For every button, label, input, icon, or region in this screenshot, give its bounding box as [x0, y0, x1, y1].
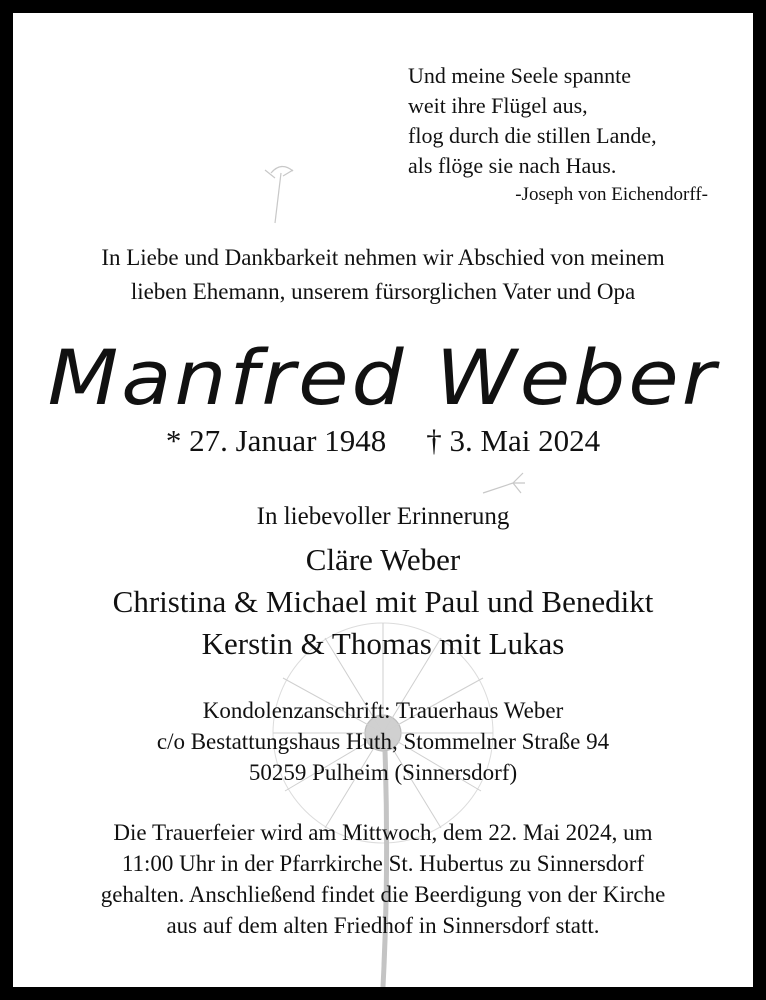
intro-line: lieben Ehemann, unserem fürsorglichen Vater und Opa: [130, 279, 636, 304]
address-line: 50259 Pulheim (Sinnersdorf): [248, 760, 518, 785]
poem-author: -Joseph von Eichendorff-: [515, 184, 708, 205]
death-date: † 3. Mai 2024: [426, 423, 601, 458]
address-line: Kondolenzanschrift: Trauerhaus Weber: [202, 698, 564, 723]
family-member: Christina & Michael mit Paul und Benedikt: [112, 584, 654, 619]
poem-line: als flöge sie nach Haus.: [408, 153, 617, 178]
family-list: [13, 539, 753, 665]
poem-line: Und meine Seele spannte: [408, 63, 631, 88]
life-dates: [13, 421, 753, 461]
family-member: Kerstin & Thomas mit Lukas: [201, 626, 565, 661]
intro-text: [13, 241, 753, 309]
address-line: c/o Bestattungshaus Huth, Stommelner Straße 94: [156, 729, 610, 754]
service-line: 11:00 Uhr in der Pfarrkirche St. Hubertus zu Sinnersdorf: [121, 851, 645, 876]
service-info: [13, 817, 753, 941]
memory-heading: In liebevoller Erinnerung: [256, 503, 510, 530]
condolence-address: [13, 695, 753, 788]
service-line: aus auf dem alten Friedhof in Sinnersdorf statt.: [166, 913, 600, 938]
poem-line: weit ihre Flügel aus,: [408, 93, 588, 118]
obituary-card: [13, 13, 753, 987]
service-line: Die Trauerfeier wird am Mittwoch, dem 22. Mai 2024, um: [113, 820, 653, 845]
family-member: Cläre Weber: [305, 542, 461, 577]
intro-line: In Liebe und Dankbarkeit nehmen wir Abschied von meinem: [101, 245, 665, 270]
birth-date: * 27. Januar 1948: [165, 423, 387, 458]
poem: [408, 61, 708, 209]
service-line: gehalten. Anschließend findet die Beerdigung von der Kirche: [100, 882, 666, 907]
deceased-name: Manfred Weber: [47, 334, 719, 423]
poem-line: flog durch die stillen Lande,: [408, 123, 657, 148]
